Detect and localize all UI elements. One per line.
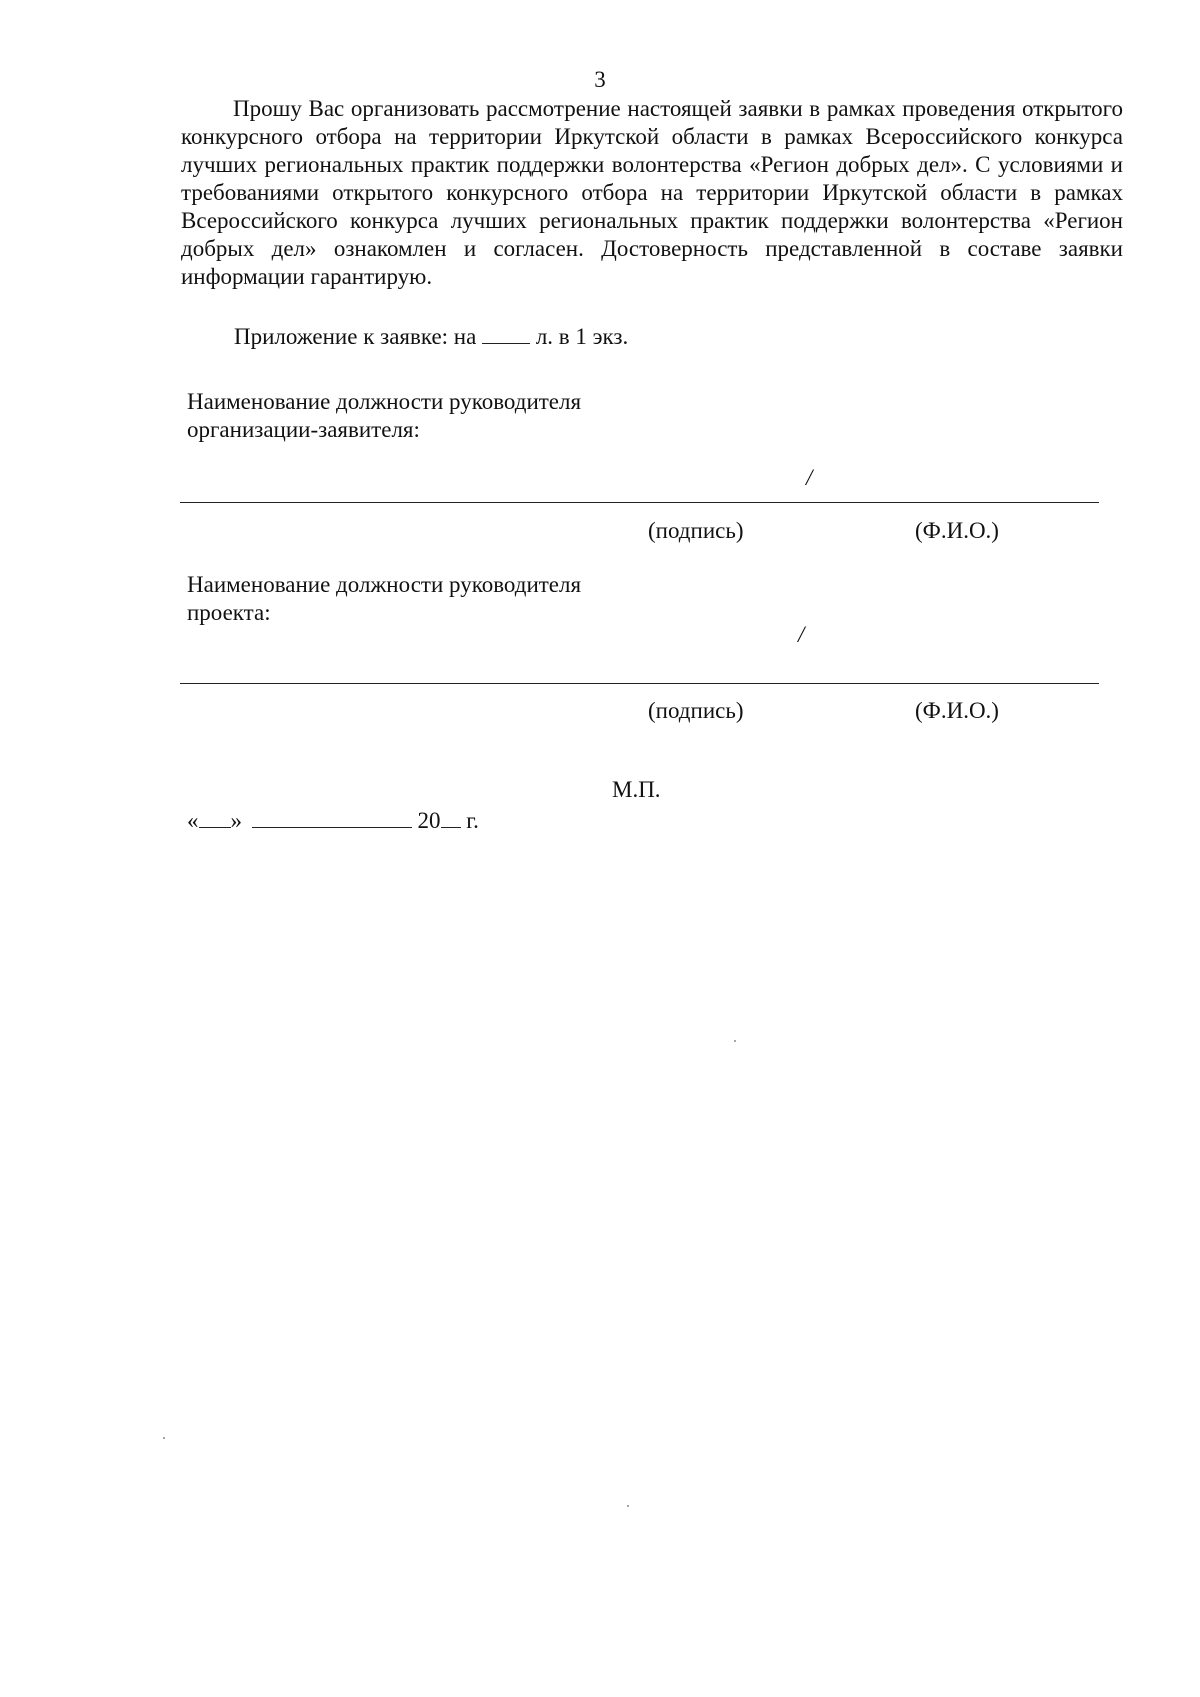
project-head-label-line2: проекта: (187, 600, 271, 625)
org-head-signature-line[interactable] (180, 502, 1099, 503)
org-head-label-line2: организации-заявителя: (187, 417, 420, 442)
project-head-name-caption: (Ф.И.О.) (915, 698, 999, 723)
appendix-line (234, 323, 628, 351)
org-head-label (187, 388, 581, 444)
date-year-suffix: г. (466, 808, 479, 833)
date-year-prefix: 20 (417, 808, 441, 833)
appendix-pages-blank[interactable] (482, 323, 530, 344)
page-number: 3 (594, 67, 606, 92)
org-head-slash: / (806, 465, 813, 490)
appendix-copies-label: л. в 1 экз. (535, 324, 629, 349)
project-head-label-line1: Наименование должности руководителя (187, 572, 582, 597)
stamp-place: М.П. (612, 777, 661, 802)
request-paragraph: Прошу Вас организовать рассмотрение настоящей заявки в рамках проведения открытого конкурсного отбора на территории Иркутской области в рамках Всероссийского конкурса лучших региональных практик поддержки волонтерства «Регион добрых дел». С условиями и требованиями открытого конкурсного отбора на территории Иркутской области в рамках Всероссийского конкурса лучших региональных практик поддержки волонтерства «Регион добрых дел» ознакомлен и согласен. Достоверность представленной в составе заявки информации гарантирую. (181, 96, 1123, 289)
scan-speck (734, 1040, 736, 1042)
project-head-signature-caption: (подпись) (648, 698, 744, 723)
org-head-label-line1: Наименование должности руководителя (187, 389, 582, 414)
date-year-blank[interactable] (441, 807, 461, 828)
date-month-blank[interactable] (252, 807, 412, 828)
scan-speck (627, 1505, 629, 1507)
scan-speck (163, 1437, 165, 1439)
org-head-signature-caption: (подпись) (648, 518, 744, 543)
project-head-slash: / (798, 622, 805, 647)
date-line (187, 807, 479, 835)
date-open-quote: « (187, 808, 199, 833)
appendix-label: Приложение к заявке: на (234, 324, 477, 349)
project-head-signature-line[interactable] (180, 683, 1099, 684)
project-head-label (187, 571, 581, 627)
date-close-quote: » (230, 808, 242, 833)
org-head-name-caption: (Ф.И.О.) (915, 518, 999, 543)
date-day-blank[interactable] (199, 807, 231, 828)
